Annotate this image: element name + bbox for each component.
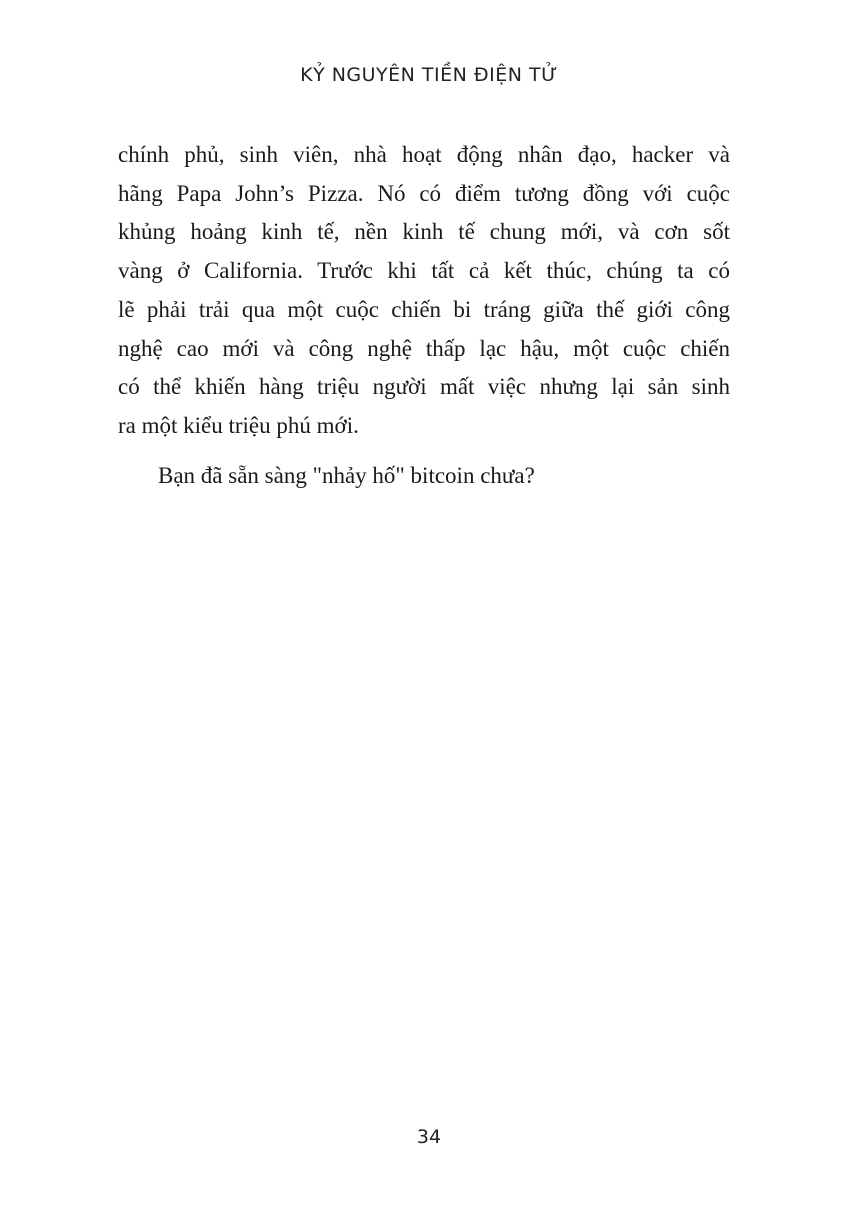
running-header: KỶ NGUYÊN TIỀN ĐIỆN TỬ bbox=[300, 64, 558, 86]
text-line: chính phủ, sinh viên, nhà hoạt động nhân đạo, hacker và bbox=[118, 142, 730, 167]
text-line: khủng hoảng kinh tế, nền kinh tế chung mới, và cơn sốt bbox=[118, 219, 730, 245]
text-line: có thể khiến hàng triệu người mất việc nhưng lại sản sinh bbox=[118, 374, 730, 400]
paragraph-1 bbox=[118, 136, 730, 446]
body-text bbox=[118, 136, 730, 495]
page-number: 34 bbox=[416, 1126, 442, 1148]
text-line: vàng ở California. Trước khi tất cả kết thúc, chúng ta có bbox=[118, 258, 730, 284]
text-line: ra một kiểu triệu phú mới. bbox=[118, 412, 359, 438]
text-line: nghệ cao mới và công nghệ thấp lạc hậu, một cuộc chiến bbox=[118, 335, 730, 361]
text-line: hãng Papa John’s Pizza. Nó có điểm tương đồng với cuộc bbox=[118, 180, 730, 206]
text-line: lẽ phải trải qua một cuộc chiến bi tráng giữa thế giới công bbox=[118, 296, 730, 322]
paragraph-2: Bạn đã sẵn sàng "nhảy hố" bitcoin chưa? bbox=[158, 462, 535, 488]
